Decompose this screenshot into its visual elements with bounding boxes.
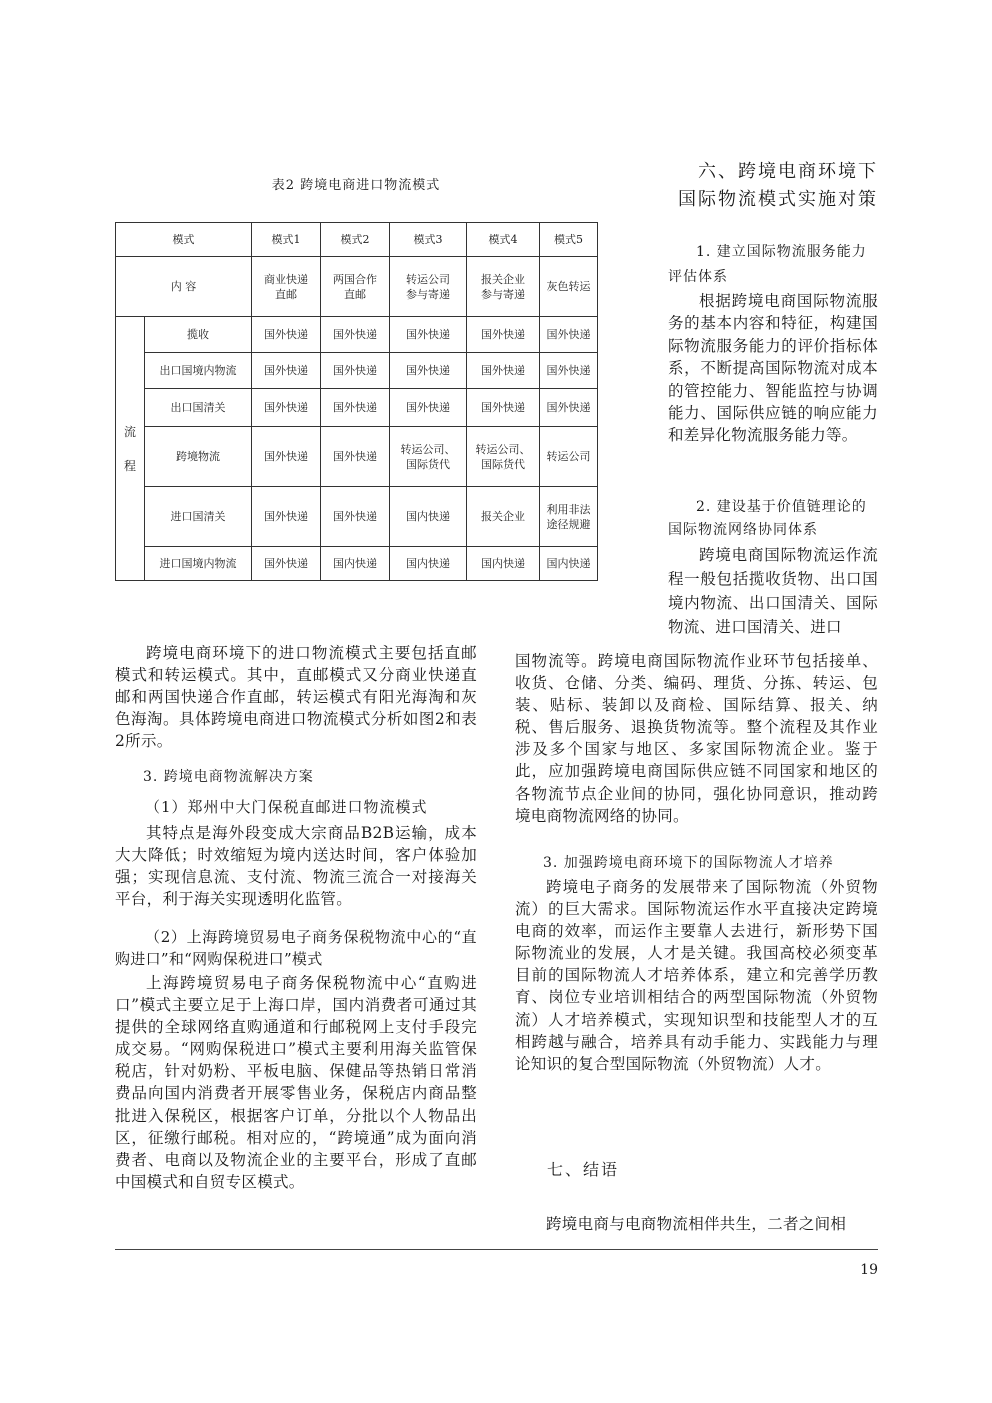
table-cell: 国外快递 (467, 317, 540, 353)
table-cell: 国外快递 (467, 353, 540, 389)
table-cell: 转运公司、 国际货代 (390, 427, 467, 487)
table-cell: 国内快递 (467, 547, 540, 581)
table-cell: 国内快递 (390, 547, 467, 581)
page-number: 19 (860, 1262, 878, 1278)
header-cell: 模式2 (321, 223, 390, 257)
header-cell: 模式 (116, 223, 252, 257)
subsection-heading-3-1: （1）郑州中大门保税直邮进口物流模式 (145, 798, 428, 816)
table-row (116, 353, 598, 389)
table-cell: 国外快递 (540, 353, 598, 389)
table-cell: 国外快递 (252, 547, 321, 581)
table-caption: 表2 跨境电商进口物流模式 (271, 178, 441, 193)
right-paragraph-evaluation: 根据跨境电商国际物流服务的基本内容和特征，构建国际物流服务能力的评价指标体系，不断提高国际物流对成本的管控能力、智能监控与协调能力、国际供应链的响应能力和差异化物流服务能力等。 (668, 292, 878, 445)
right-paragraph-network-part2: 国物流等。跨境电商国际物流作业环节包括接单、收货、仓储、分类、编码、理货、分拣、转运、包装、贴标、装卸以及商检、国际结算、报关、纳税、售后服务、退换货物流等。整个流程及其作业涉及多个国家与地区、多家国际物流企业。鉴于此，应加强跨境电商国际供应链不同国家和地区的各物流节点企业间的协同，强化协同意识，推动跨境电商物流网络的协同。 (515, 652, 878, 825)
table-cell: 国外快递 (321, 427, 390, 487)
section-6-heading-line2: 国际物流模式实施对策 (678, 189, 878, 210)
table-cell: 国外快递 (321, 389, 390, 427)
row-label: 内 容 (116, 257, 252, 317)
header-cell: 模式5 (540, 223, 598, 257)
right-paragraph-talent: 跨境电子商务的发展带来了国际物流（外贸物流）的巨大需求。国际物流运作水平直接决定跨境电商的效率，而运作主要靠人去进行，新形势下国际物流业的发展，人才是关键。我国高校必须变革目前的国际物流人才培养体系，建立和完善学历教育、岗位专业培训相结合的两型国际物流（外贸物流）人才培养模式，实现知识型和技能型人才的互相跨越与融合，培养具有动手能力、实践能力与理论知识的复合型国际物流（外贸物流）人才。 (515, 878, 878, 1073)
table-cell: 国外快递 (252, 389, 321, 427)
section-6-heading-line1: 六、跨境电商环境下 (698, 161, 878, 182)
table-cell: 报关企业 (467, 487, 540, 547)
header-cell: 模式3 (390, 223, 467, 257)
subsection-heading-3: 3. 跨境电商物流解决方案 (143, 769, 314, 785)
table-row (116, 427, 598, 487)
row-label: 出口国清关 (145, 389, 252, 427)
left-paragraph-shanghai: 上海跨境贸易电子商务保税物流中心“直购进口”模式主要立足于上海口岸，国内消费者可通过其提供的全球网络直购通道和行邮税网上支付手段完成交易。“网购保税进口”模式主要利用海关监管保税店，针对奶粉、平板电脑、保健品等热销日常消费品向国内消费者开展零售业务，保税店内商品整批进入保税区，根据客户订单，分批以个人物品出区，征缴行邮税。相对应的，“跨境通”成为面向消费者、电商以及物流企业的主要平台，形成了直邮中国模式和自贸专区模式。 (115, 974, 477, 1191)
table-cell: 转运公司 参与寄递 (390, 257, 467, 317)
table-row (116, 547, 598, 581)
left-paragraph-intro: 跨境电商环境下的进口物流模式主要包括直邮模式和转运模式。其中，直邮模式又分商业快递直邮和两国快递合作直邮，转运模式有阳光海淘和灰色海淘。具体跨境电商进口物流模式分析如图2和表2所示。 (115, 644, 477, 751)
table-cell: 国内快递 (321, 547, 390, 581)
group-label-process: 流 程 (116, 317, 145, 581)
subsection-heading-6-2: 2. 建设基于价值链理论的国际物流网络协同体系 (668, 499, 867, 538)
row-label: 揽收 (145, 317, 252, 353)
table-cell: 国外快递 (252, 487, 321, 547)
table-cell: 国外快递 (467, 389, 540, 427)
right-paragraph-conclusion: 跨境电商与电商物流相伴共生，二者之间相 (546, 1215, 847, 1233)
table-content-row (116, 257, 598, 317)
row-label: 出口国境内物流 (145, 353, 252, 389)
table-cell: 国外快递 (321, 353, 390, 389)
header-cell: 模式1 (252, 223, 321, 257)
subsection-heading-6-1: 1. 建立国际物流服务能力评估体系 (668, 244, 867, 285)
table-cell: 国外快递 (540, 317, 598, 353)
table-cell: 转运公司、 国际货代 (467, 427, 540, 487)
section-7-heading: 七、结语 (547, 1160, 620, 1179)
table-cell: 灰色转运 (540, 257, 598, 317)
table-cell: 利用非法 途径规避 (540, 487, 598, 547)
table-cell: 国外快递 (321, 317, 390, 353)
logistics-mode-table (115, 222, 598, 581)
table-cell: 国外快递 (252, 317, 321, 353)
table-cell: 报关企业 参与寄递 (467, 257, 540, 317)
table-row (116, 487, 598, 547)
table-cell: 国外快递 (390, 353, 467, 389)
table-cell: 转运公司 (540, 427, 598, 487)
table-row (116, 389, 598, 427)
footer-divider (115, 1249, 878, 1250)
table-cell: 商业快递 直邮 (252, 257, 321, 317)
table-cell: 国外快递 (390, 389, 467, 427)
subsection-heading-3-2: （2）上海跨境贸易电子商务保税物流中心的“直购进口”和“网购保税进口”模式 (115, 928, 477, 969)
table-cell: 国外快递 (252, 353, 321, 389)
table-cell: 国外快递 (390, 317, 467, 353)
table-cell: 国外快递 (252, 427, 321, 487)
table-row (116, 317, 598, 353)
table-cell: 国外快递 (321, 487, 390, 547)
table-header-row (116, 223, 598, 257)
table-cell: 两国合作 直邮 (321, 257, 390, 317)
subsection-heading-6-3: 3. 加强跨境电商环境下的国际物流人才培养 (543, 855, 834, 871)
table-cell: 国外快递 (540, 389, 598, 427)
table-cell: 国内快递 (540, 547, 598, 581)
row-label: 跨境物流 (145, 427, 252, 487)
row-label: 进口国境内物流 (145, 547, 252, 581)
left-paragraph-zhengzhou: 其特点是海外段变成大宗商品B2B运输，成本大大降低；时效缩短为境内送达时间，客户体验加强；实现信息流、支付流、物流三流合一对接海关平台，利于海关实现透明化监管。 (115, 824, 477, 909)
right-paragraph-network-part1: 跨境电商国际物流运作流程一般包括揽收货物、出口国境内物流、出口国清关、国际物流、进口国清关、进口 (668, 546, 878, 636)
row-label: 进口国清关 (145, 487, 252, 547)
header-cell: 模式4 (467, 223, 540, 257)
table-cell: 国内快递 (390, 487, 467, 547)
